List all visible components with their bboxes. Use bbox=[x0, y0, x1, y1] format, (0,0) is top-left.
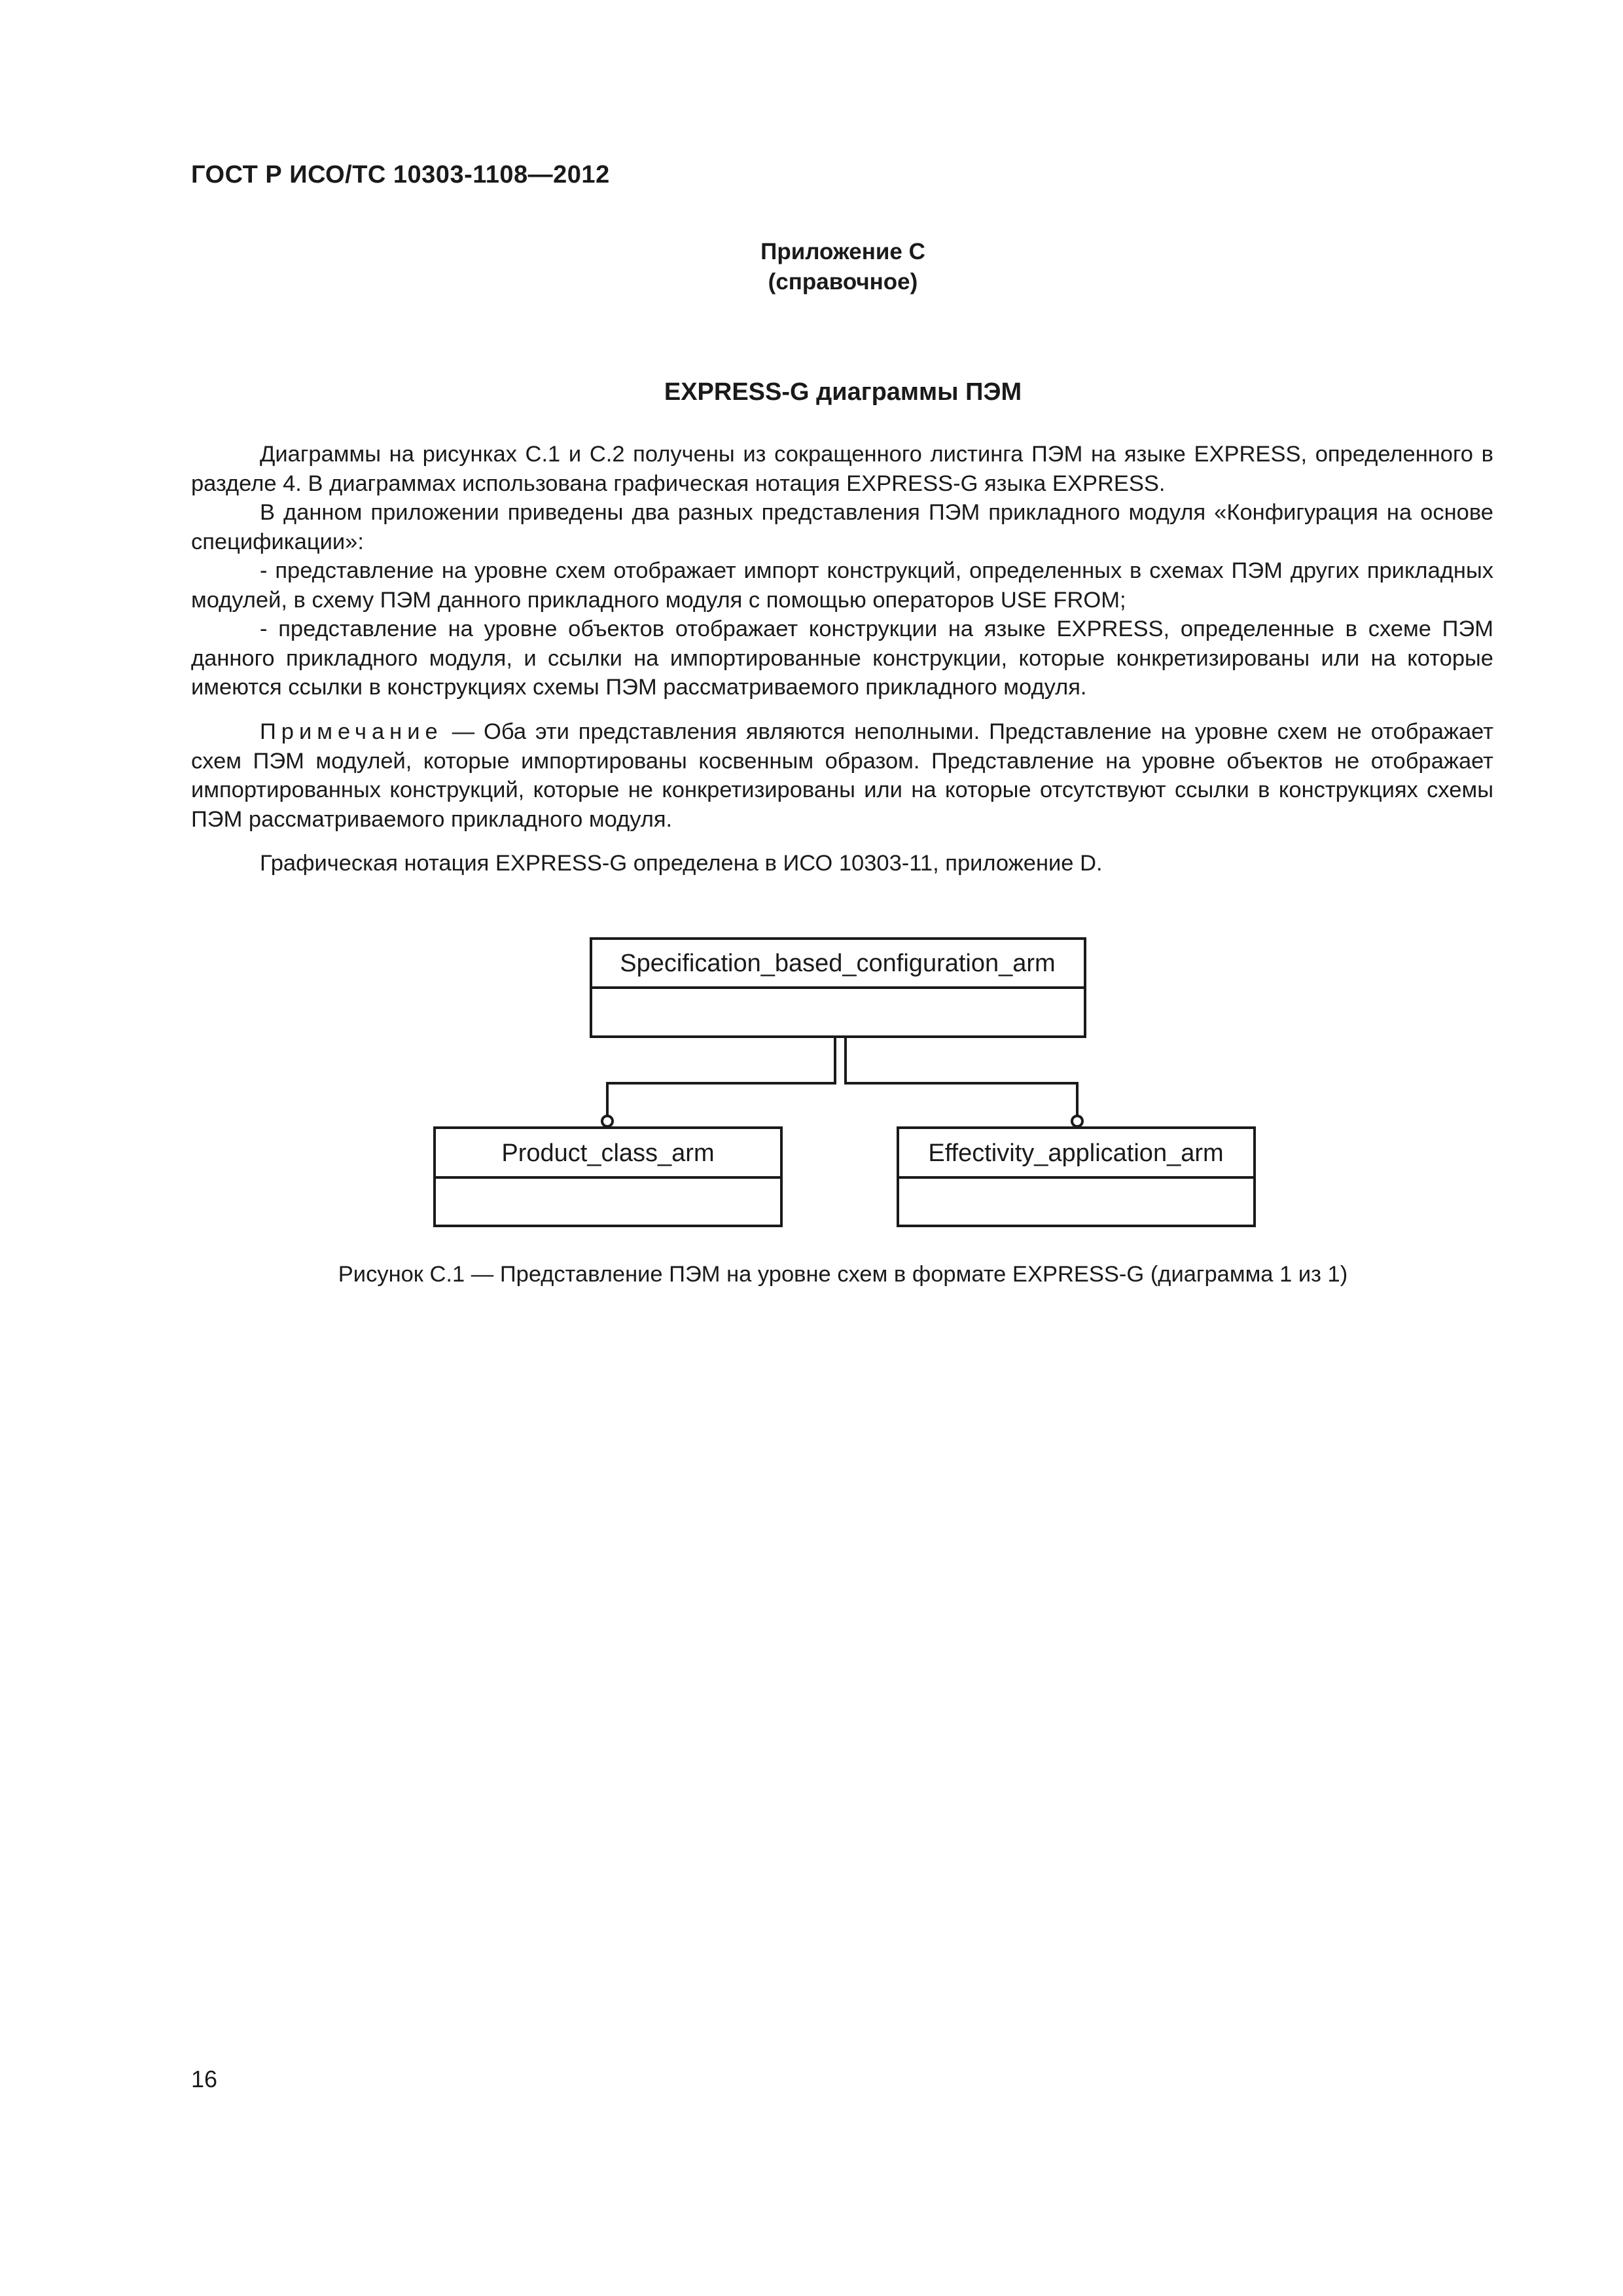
connector-to-left-schema bbox=[607, 1037, 835, 1117]
right-schema-label: Effectivity_application_arm bbox=[928, 1139, 1224, 1167]
paragraph-diagrams-source: Диаграммы на рисунках С.1 и С.2 получены из сокращенного листинга ПЭМ на языке EXPRESS, определенного в разделе 4. В диаграммах использована графическая нотация EXPRESS-G языка EXPRESS. bbox=[191, 442, 1493, 496]
annex-type: (справочное) bbox=[768, 269, 918, 295]
connector-to-right-schema bbox=[846, 1037, 1077, 1117]
figure-caption: Рисунок С.1 — Представление ПЭМ на уровне схем в формате EXPRESS-G (диаграмма 1 из 1) bbox=[338, 1262, 1348, 1287]
body-intro bbox=[191, 440, 1493, 702]
document-header: ГОСТ Р ИСО/ТС 10303-1108—2012 bbox=[191, 161, 610, 188]
note-text: — Оба эти представления являются неполными. Представление на уровне схем не отображает схем ПЭМ модулей, которые импортированы косвенным образом. Представление на уровне объектов не отображает импортированных конструкций, которые не конкретизированы или на которые отсутствуют ссылки в конструкциях схемы ПЭМ рассматриваемого прикладного модуля. bbox=[191, 719, 1493, 832]
root-schema-box bbox=[591, 939, 1085, 1037]
section-title: EXPRESS-G диаграммы ПЭМ bbox=[664, 378, 1022, 406]
page-number: 16 bbox=[191, 2066, 218, 2092]
paragraph-entity-level: - представление на уровне объектов отображает конструкции на языке EXPRESS, определенные в схеме ПЭМ данного прикладного модуля, и ссылки на импортированные конструкции, которые конкретизированы или на которые имеются ссылки в конструкциях схемы ПЭМ рассматриваемого прикладного модуля. bbox=[191, 617, 1493, 700]
paragraph-two-representations: В данном приложении приведены два разных представления ПЭМ прикладного модуля «Конфигурация на основе спецификации»: bbox=[191, 500, 1493, 554]
note-paragraph bbox=[191, 717, 1493, 834]
connector-end-left-icon bbox=[602, 1116, 613, 1126]
note-block bbox=[191, 717, 1493, 834]
left-schema-label: Product_class_arm bbox=[501, 1139, 715, 1167]
connector-end-right-icon bbox=[1072, 1116, 1082, 1126]
annex-title: Приложение С bbox=[760, 239, 925, 264]
root-schema-label: Specification_based_configuration_arm bbox=[620, 950, 1056, 977]
left-schema-box bbox=[435, 1128, 781, 1226]
body-reference bbox=[191, 849, 1493, 878]
paragraph-notation-reference: Графическая нотация EXPRESS-G определена в ИСО 10303-11, приложение D. bbox=[260, 851, 1103, 876]
right-schema-box bbox=[898, 1128, 1255, 1226]
note-label: Примечание bbox=[260, 719, 443, 744]
paragraph-schema-level: - представление на уровне схем отображает импорт конструкций, определенных в схемах ПЭМ других прикладных модулей, в схему ПЭМ данного прикладного модуля с помощью операторов USE FROM; bbox=[191, 558, 1493, 613]
